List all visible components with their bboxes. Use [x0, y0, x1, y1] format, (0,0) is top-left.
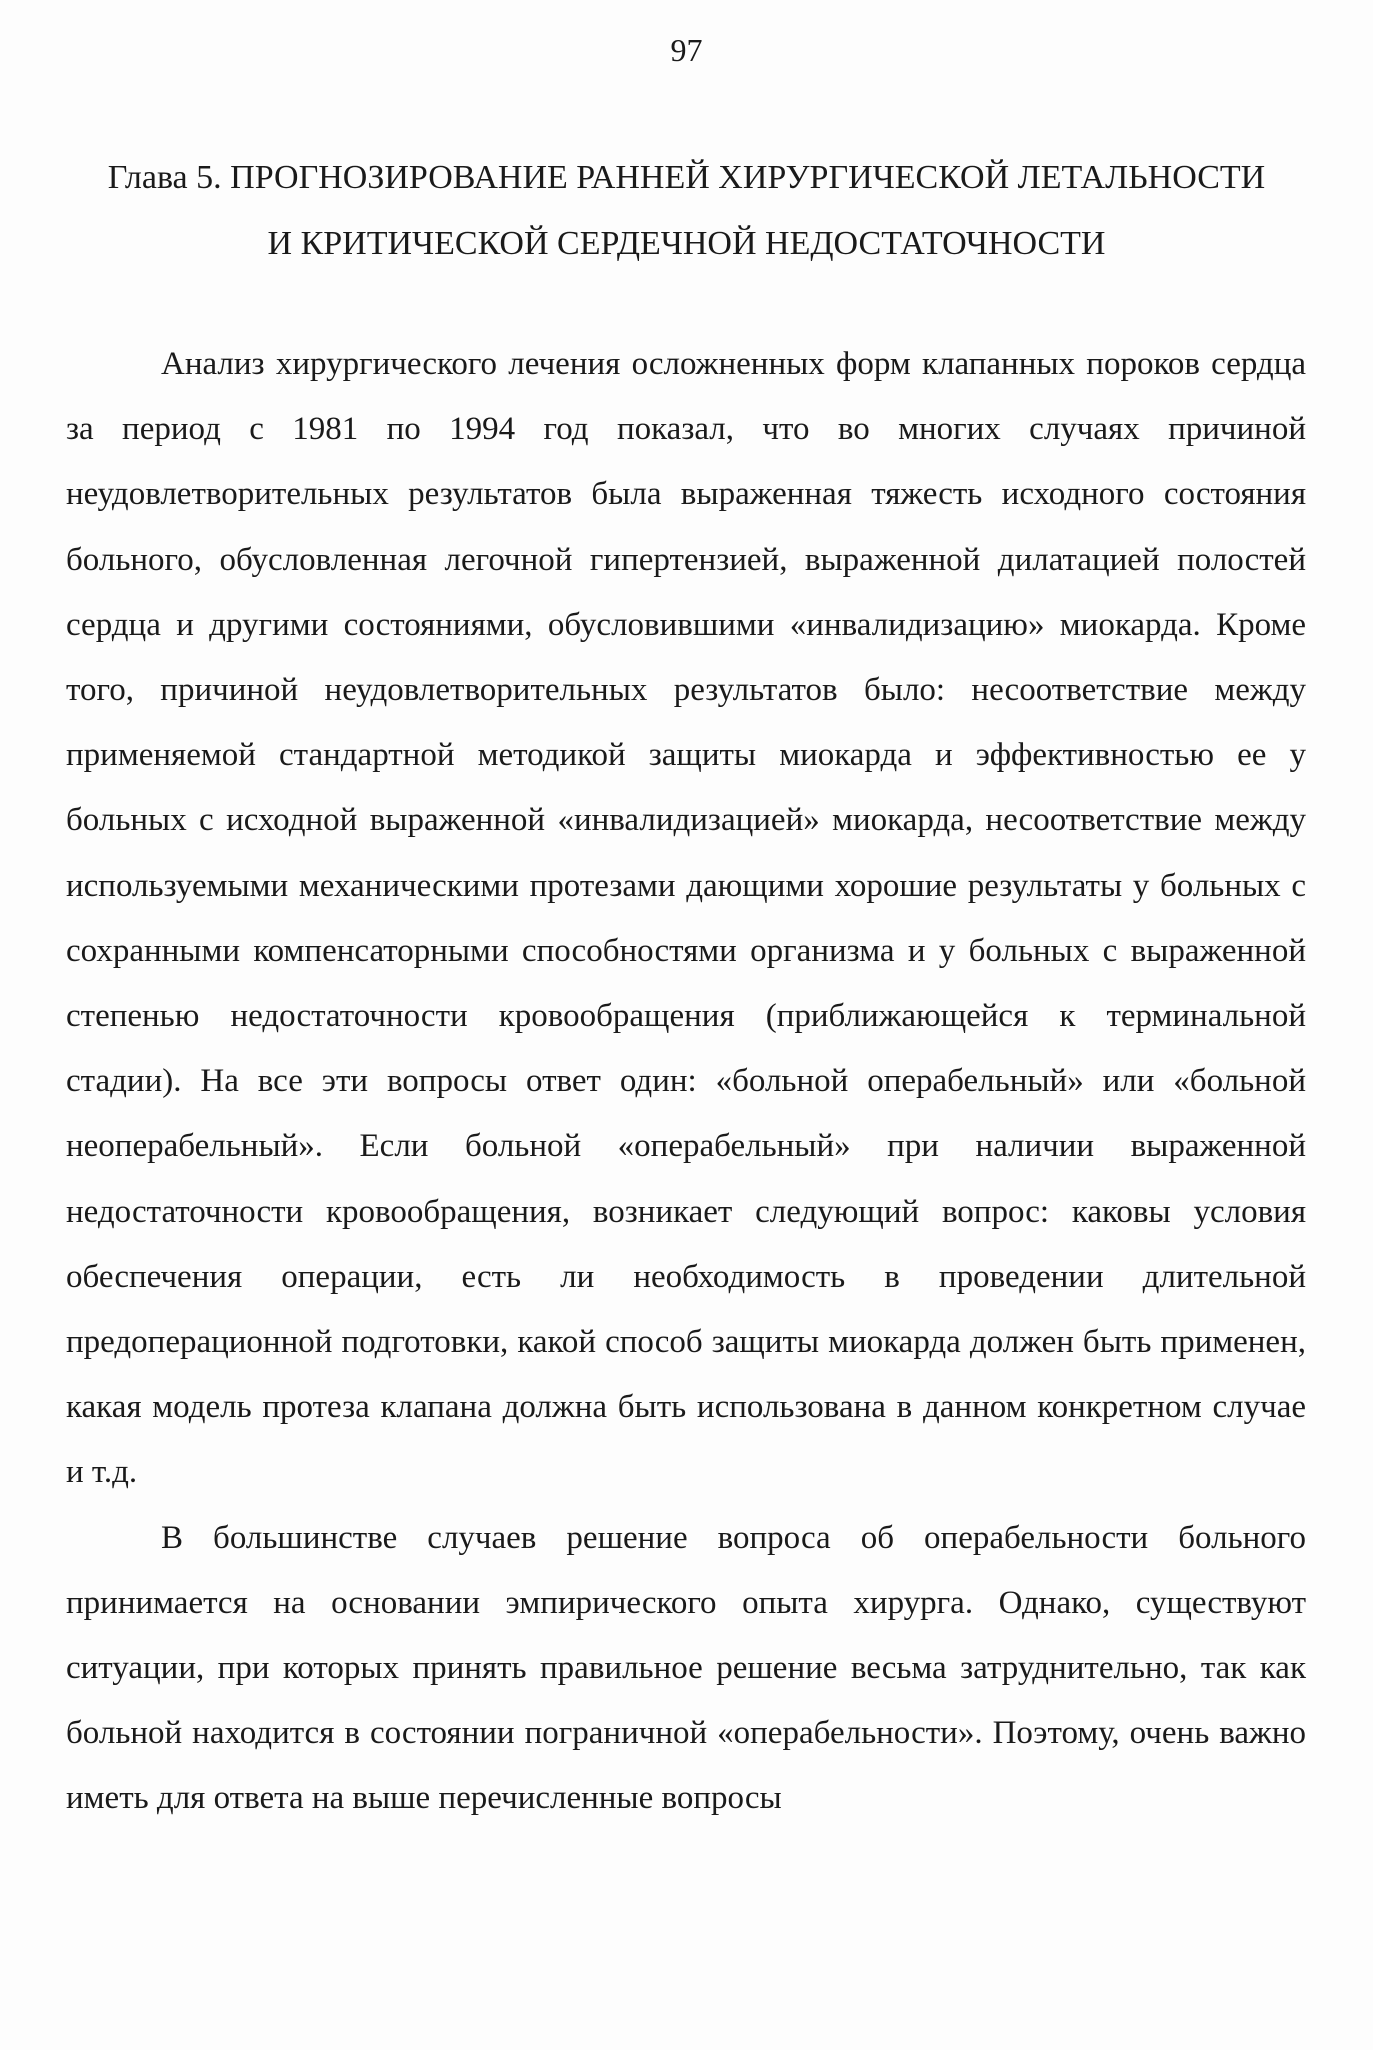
paragraph-1: Анализ хирургического лечения осложненных форм клапанных пороков сердца за период с 1981 по 1994 год показал, что во многих случаях причиной неудовлетворительных результатов была выраженная тяжесть исходного состояния больного, обусловленная легочной гипертензией, выраженной дилатацией полостей сердца и другими состояниями, обусловившими «инвалидизацию» миокарда. Кроме того, причиной неудовлетворительных результатов было: несоответствие между применяемой стандартной методикой защиты миокарда и эффективностью ее у больных с исходной выраженной «инвалидизацией» миокарда, несоответствие между используемыми механическими протезами дающими хорошие результаты у больных с сохранными компенсаторными способностями организма и у больных с выраженной степенью недостаточности кровообращения (приближающейся к терминальной стадии). На все эти вопросы ответ один: «больной операбельный» или «больной неоперабельный». Если больной «операбельный» при наличии выраженной недостаточности кровообращения, возникает следующий вопрос: каковы условия обеспечения операции, есть ли необходимость в проведении длительной предоперационной подготовки, какой способ защиты миокарда должен быть применен, какая модель протеза клапана должна быть использована в данном конкретном случае и т.д.	[66, 346, 1306, 1491]
chapter-title-line-2: И КРИТИЧЕСКОЙ СЕРДЕЧНОЙ НЕДОСТАТОЧНОСТИ	[267, 225, 1106, 262]
body-text	[66, 332, 1306, 1832]
paragraph-2: В большинстве случаев решение вопроса об операбельности больного принимается на основании эмпирического опыта хирурга. Однако, существуют ситуации, при которых принять правильное решение весьма затруднительно, так как больной находится в состоянии пограничной «операбельности». Поэтому, очень важно иметь для ответа на выше перечисленные вопросы	[66, 1519, 1306, 1817]
chapter-title	[60, 145, 1313, 277]
chapter-title-line-1: Глава 5. ПРОГНОЗИРОВАНИЕ РАННЕЙ ХИРУРГИЧЕСКОЙ ЛЕТАЛЬНОСТИ	[107, 159, 1266, 196]
page-number: 97	[670, 32, 703, 68]
